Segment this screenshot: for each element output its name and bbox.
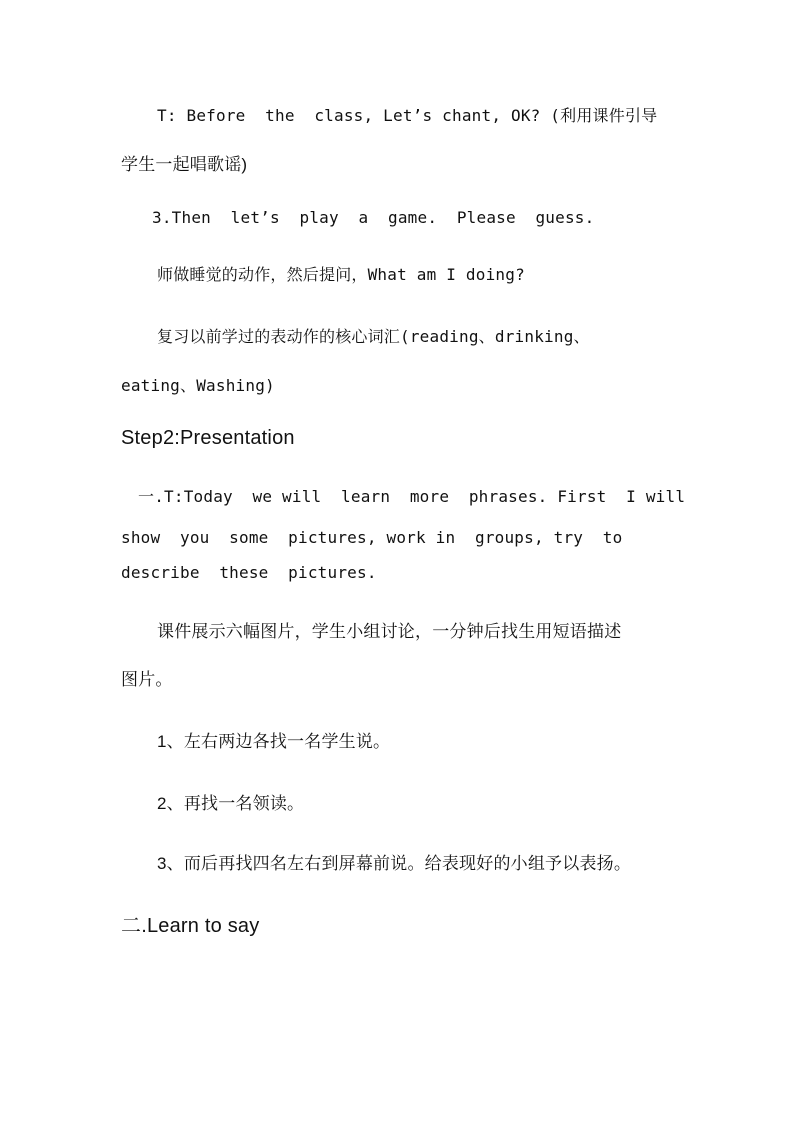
courseware-line-2: 图片。	[121, 670, 173, 689]
section-heading-learn-to-say: 二.Learn to say	[121, 915, 260, 937]
list-item: 3、而后再找四名左右到屏幕前说。给表现好的小组予以表扬。	[157, 854, 632, 873]
courseware-line-1: 课件展示六幅图片，学生小组讨论，一分钟后找生用短语描述	[157, 622, 622, 641]
dialog-line-1-continued: 学生一起唱歌谣)	[121, 155, 248, 174]
review-vocabulary-line-2: eating、Washing)	[121, 376, 275, 395]
list-item: 2、再找一名领读。	[157, 794, 305, 813]
list-item: 1、左右两边各找一名学生说。	[157, 732, 391, 751]
dialog-line-1: T: Before the class, Let’s chant, OK? (利用课件引导	[157, 106, 658, 125]
presentation-line-3: describe these pictures.	[121, 563, 377, 582]
game-instruction: 3.Then let’s play a game. Please guess.	[152, 208, 595, 227]
review-vocabulary-line-1: 复习以前学过的表动作的核心词汇(reading、drinking、	[157, 327, 590, 346]
section-heading-step2: Step2:Presentation	[121, 427, 295, 449]
presentation-line-2: show you some pictures, work in groups, try to	[121, 528, 623, 547]
teacher-action: 师做睡觉的动作，然后提问，What am I doing?	[157, 265, 525, 284]
presentation-line-1: 一.T:Today we will learn more phrases. First I will	[138, 487, 686, 506]
